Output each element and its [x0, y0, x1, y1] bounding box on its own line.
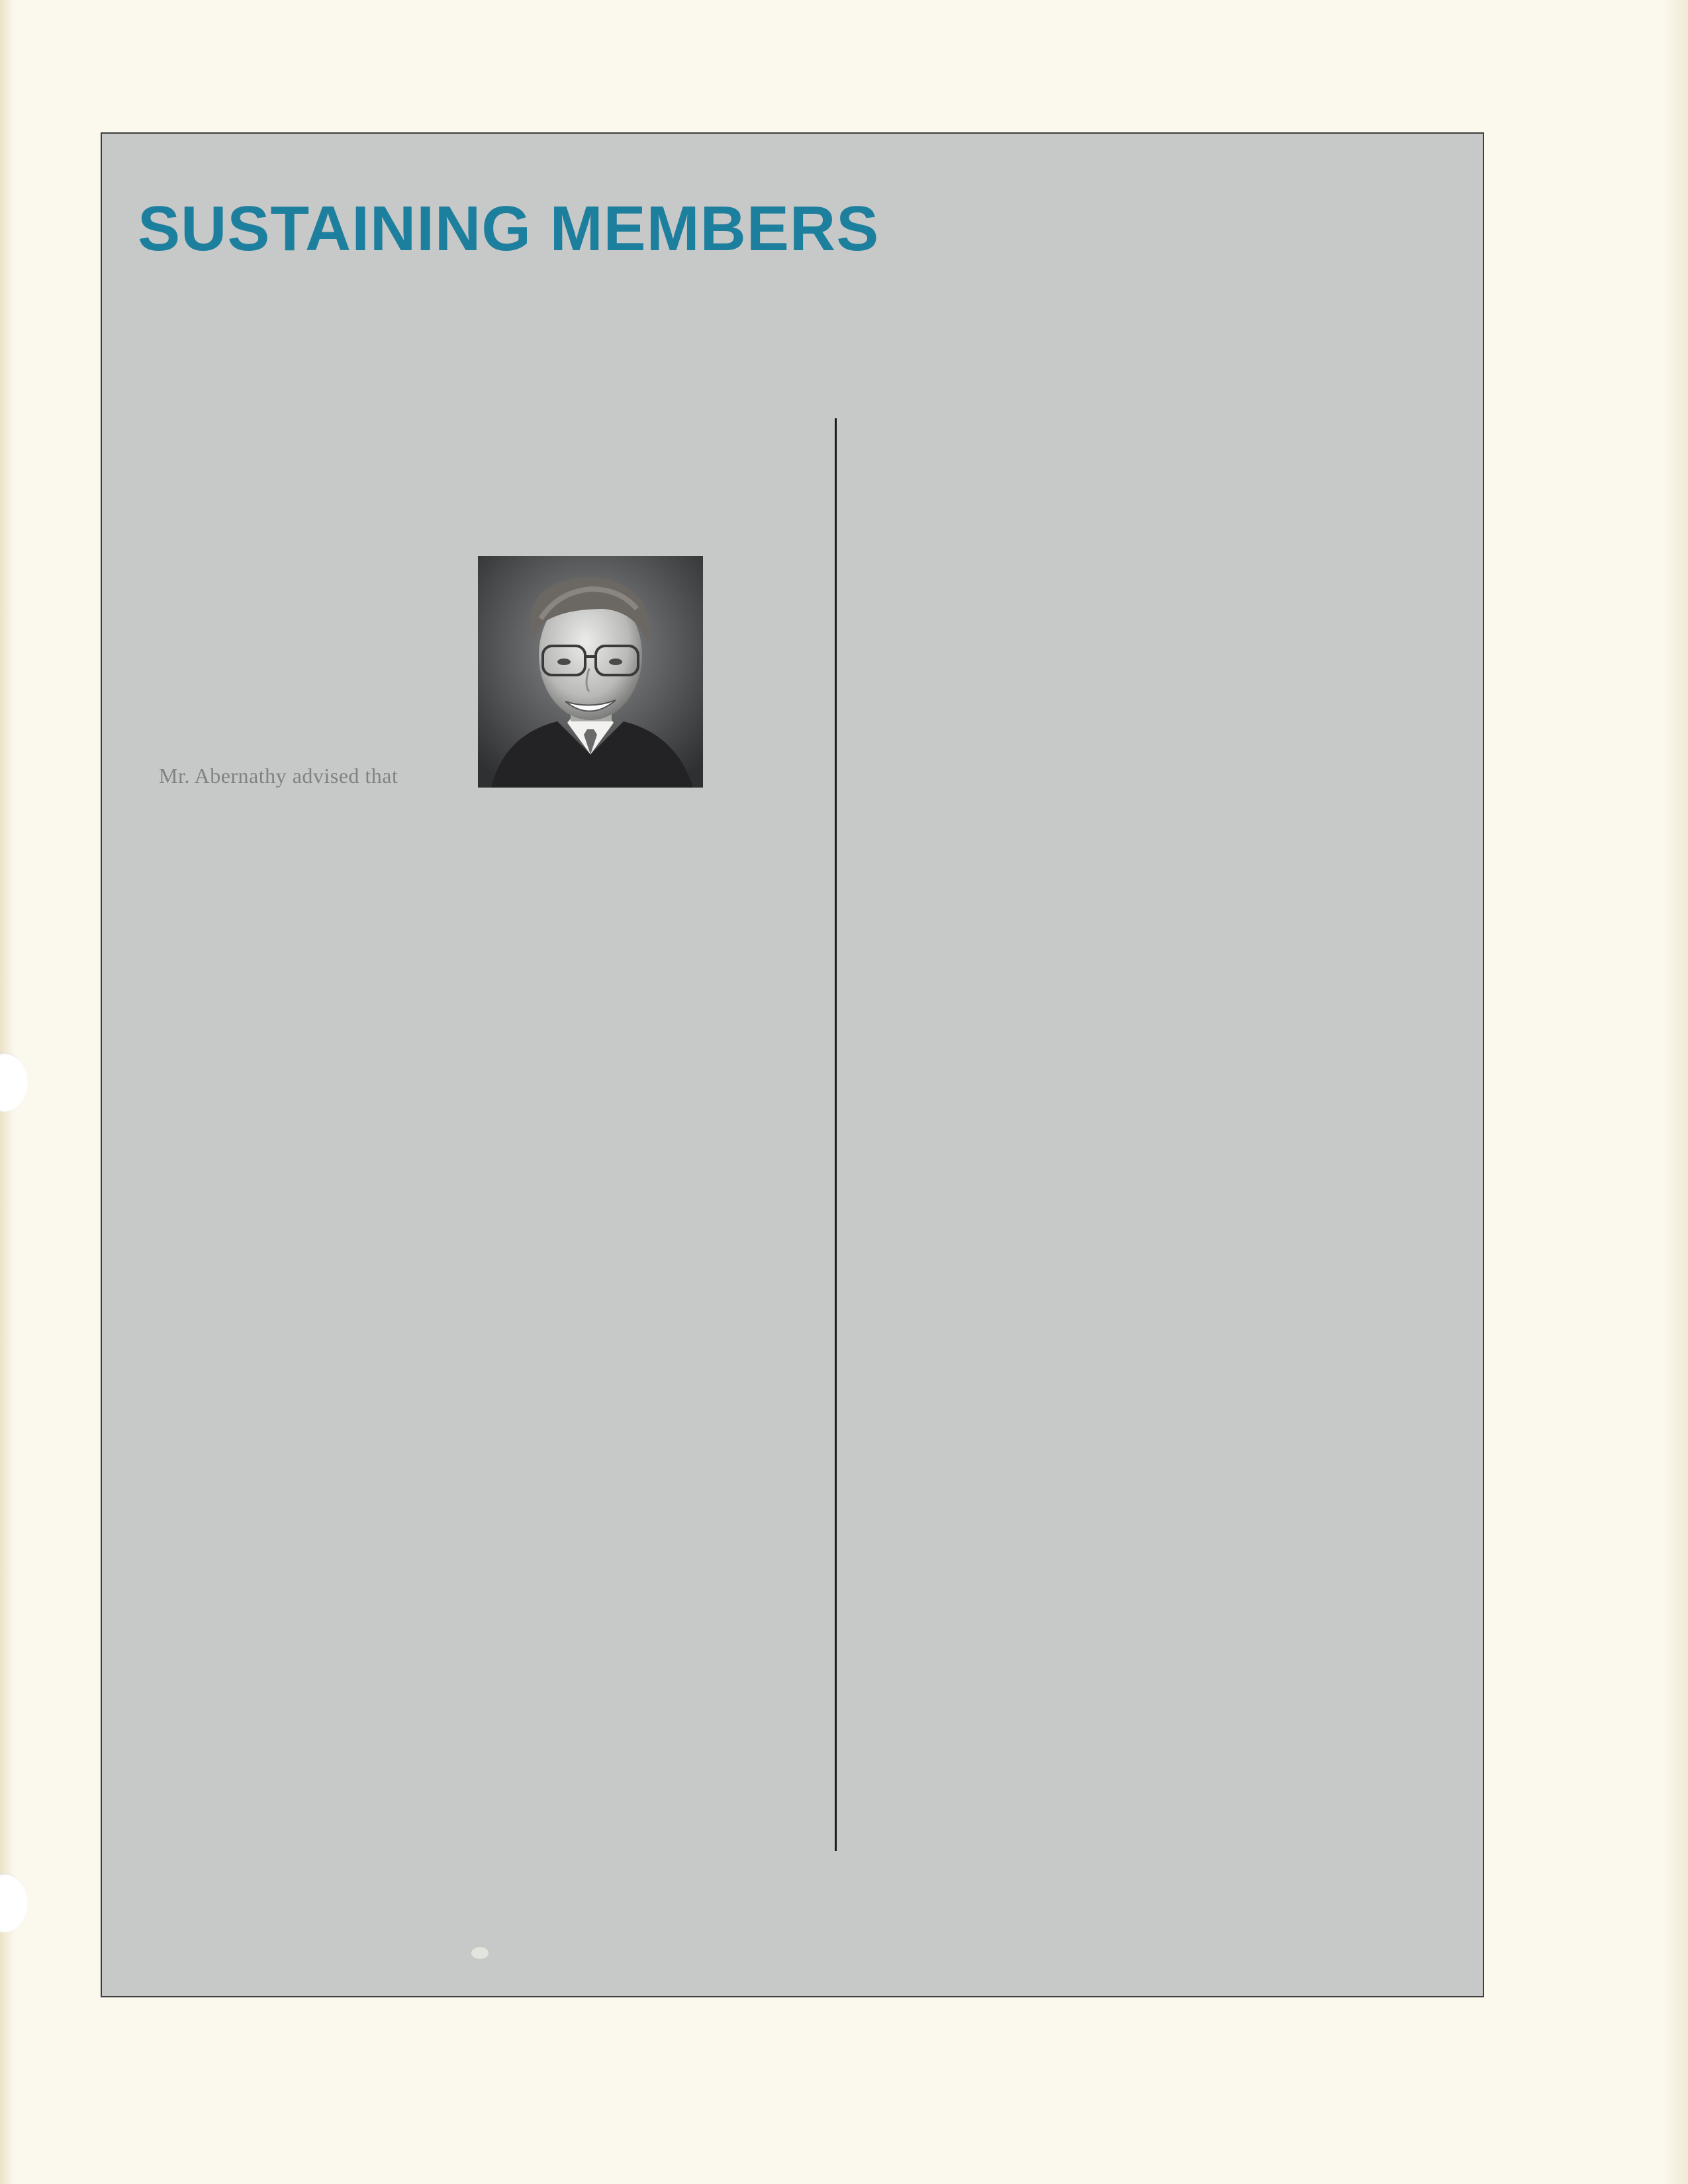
body-text-fragment: Mr. Abernathy advised that: [159, 764, 399, 788]
column-divider: [835, 418, 837, 1851]
paper-blemish: [471, 1947, 489, 1959]
page-title: SUSTAINING MEMBERS: [138, 193, 880, 264]
portrait-photo: [478, 556, 703, 788]
binder-hole-upper: [0, 1052, 28, 1112]
binder-hole-lower: [0, 1873, 28, 1933]
man-portrait-icon: [478, 556, 703, 788]
page-right-edge: [1663, 0, 1688, 2184]
content-panel: [101, 132, 1484, 1997]
